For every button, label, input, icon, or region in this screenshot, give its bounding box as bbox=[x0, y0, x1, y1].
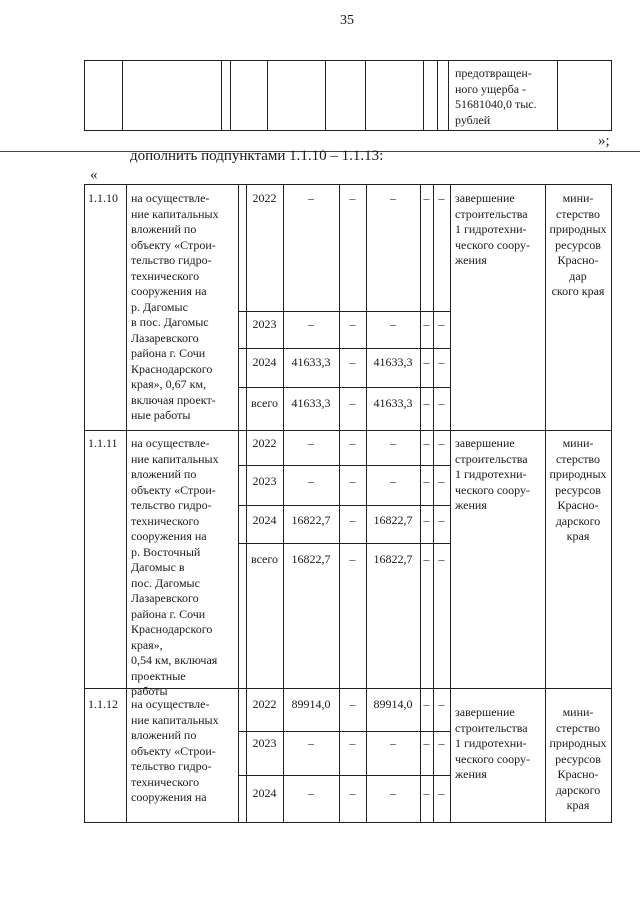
opening-quote: « bbox=[90, 167, 98, 183]
row-number: 1.1.10 bbox=[88, 191, 118, 205]
total-cell: – bbox=[308, 786, 314, 800]
federal-cell: – bbox=[349, 474, 356, 488]
top-table-bottom-border bbox=[84, 130, 612, 131]
federal-cell: – bbox=[349, 436, 356, 450]
year-cell: 2022 bbox=[252, 436, 277, 450]
other-cell: – bbox=[438, 317, 445, 331]
other-cell: – bbox=[438, 474, 445, 488]
federal-cell: – bbox=[349, 697, 356, 711]
regional-cell: 89914,0 bbox=[373, 697, 413, 711]
federal-cell: – bbox=[349, 317, 356, 331]
federal-cell: – bbox=[349, 736, 356, 750]
federal-cell: – bbox=[349, 396, 356, 410]
local-cell: – bbox=[423, 396, 430, 410]
row-result: завершение строительства 1 гидротехни- ческого соору- жения bbox=[455, 191, 530, 267]
year-cell: 2024 bbox=[252, 786, 277, 800]
total-cell: 16822,7 bbox=[291, 552, 331, 566]
federal-cell: – bbox=[349, 552, 356, 566]
other-cell: – bbox=[438, 436, 445, 450]
regional-cell: – bbox=[390, 474, 396, 488]
closing-quote: »; bbox=[598, 133, 610, 149]
federal-cell: – bbox=[349, 191, 356, 205]
row-executor: мини- стерство природных ресурсов Красно- дарского края bbox=[549, 436, 607, 543]
year-cell: 2024 bbox=[252, 513, 277, 527]
row-executor: мини- стерство природных ресурсов Красно- дарского края bbox=[549, 705, 607, 812]
other-cell: – bbox=[438, 355, 445, 369]
federal-cell: – bbox=[349, 355, 356, 369]
row-result: завершение строительства 1 гидротехни- ческого соору- жения bbox=[455, 705, 530, 781]
row-description: на осуществле- ние капитальных вложений по объекту «Строи- тельство гидро- технического сооружения на р. Восточный Дагомыс в пос. Дагомыс Лазаревского района г. Сочи Краснодарского края», 0,54 км, включая проектные работы bbox=[131, 436, 219, 698]
regional-cell: – bbox=[390, 736, 396, 750]
year-cell: 2024 bbox=[252, 355, 277, 369]
federal-cell: – bbox=[349, 786, 356, 800]
other-cell: – bbox=[438, 191, 445, 205]
other-cell: – bbox=[438, 786, 445, 800]
other-cell: – bbox=[438, 396, 445, 410]
regional-cell: – bbox=[390, 786, 396, 800]
local-cell: – bbox=[423, 786, 430, 800]
year-cell: всего bbox=[250, 396, 279, 410]
federal-cell: – bbox=[349, 513, 356, 527]
year-cell: 2023 bbox=[252, 317, 277, 331]
page-number: 35 bbox=[340, 13, 354, 28]
top-table-top-border bbox=[84, 60, 612, 61]
other-cell: – bbox=[438, 552, 445, 566]
intro-text: дополнить подпунктами 1.1.10 – 1.1.13: bbox=[130, 148, 384, 164]
local-cell: – bbox=[423, 513, 430, 527]
row-number: 1.1.11 bbox=[88, 436, 118, 450]
year-cell: 2023 bbox=[252, 474, 277, 488]
total-cell: – bbox=[308, 191, 314, 205]
regional-cell: 16822,7 bbox=[373, 513, 413, 527]
regional-cell: 16822,7 bbox=[373, 552, 413, 566]
regional-cell: – bbox=[390, 317, 396, 331]
year-cell: всего bbox=[250, 552, 279, 566]
total-cell: – bbox=[308, 436, 314, 450]
row-result: завершение строительства 1 гидротехни- ческого соору- жения bbox=[455, 436, 530, 512]
other-cell: – bbox=[438, 513, 445, 527]
total-cell: 41633,3 bbox=[291, 396, 331, 410]
local-cell: – bbox=[423, 474, 430, 488]
total-cell: – bbox=[308, 736, 314, 750]
regional-cell: 41633,3 bbox=[373, 396, 413, 410]
top-row-result-text: предотвращен- ного ущерба - 51681040,0 тыс. рублей bbox=[455, 66, 537, 127]
total-cell: 89914,0 bbox=[291, 697, 331, 711]
total-cell: 16822,7 bbox=[291, 513, 331, 527]
total-cell: – bbox=[308, 317, 314, 331]
total-cell: 41633,3 bbox=[291, 355, 331, 369]
row-number: 1.1.12 bbox=[88, 697, 118, 711]
local-cell: – bbox=[423, 697, 430, 711]
other-cell: – bbox=[438, 697, 445, 711]
total-cell: – bbox=[308, 474, 314, 488]
other-cell: – bbox=[438, 736, 445, 750]
year-cell: 2022 bbox=[252, 697, 277, 711]
local-cell: – bbox=[423, 736, 430, 750]
local-cell: – bbox=[423, 552, 430, 566]
local-cell: – bbox=[423, 436, 430, 450]
row-description: на осуществле- ние капитальных вложений по объекту «Строи- тельство гидро- технического сооружения на bbox=[131, 697, 219, 804]
regional-cell: – bbox=[390, 436, 396, 450]
local-cell: – bbox=[423, 355, 430, 369]
row-description: на осуществле- ние капитальных вложений по объекту «Строи- тельство гидро- технического сооружения на р. Дагомыс в пос. Дагомыс Лазаревского района г. Сочи Краснодарского края», 0,67 км, включая проект- ные работы bbox=[131, 191, 219, 422]
row-executor: мини- стерство природных ресурсов Красно- дар ского края bbox=[549, 191, 607, 298]
year-cell: 2023 bbox=[252, 736, 277, 750]
regional-cell: 41633,3 bbox=[373, 355, 413, 369]
local-cell: – bbox=[423, 317, 430, 331]
year-cell: 2022 bbox=[252, 191, 277, 205]
regional-cell: – bbox=[390, 191, 396, 205]
local-cell: – bbox=[423, 191, 430, 205]
